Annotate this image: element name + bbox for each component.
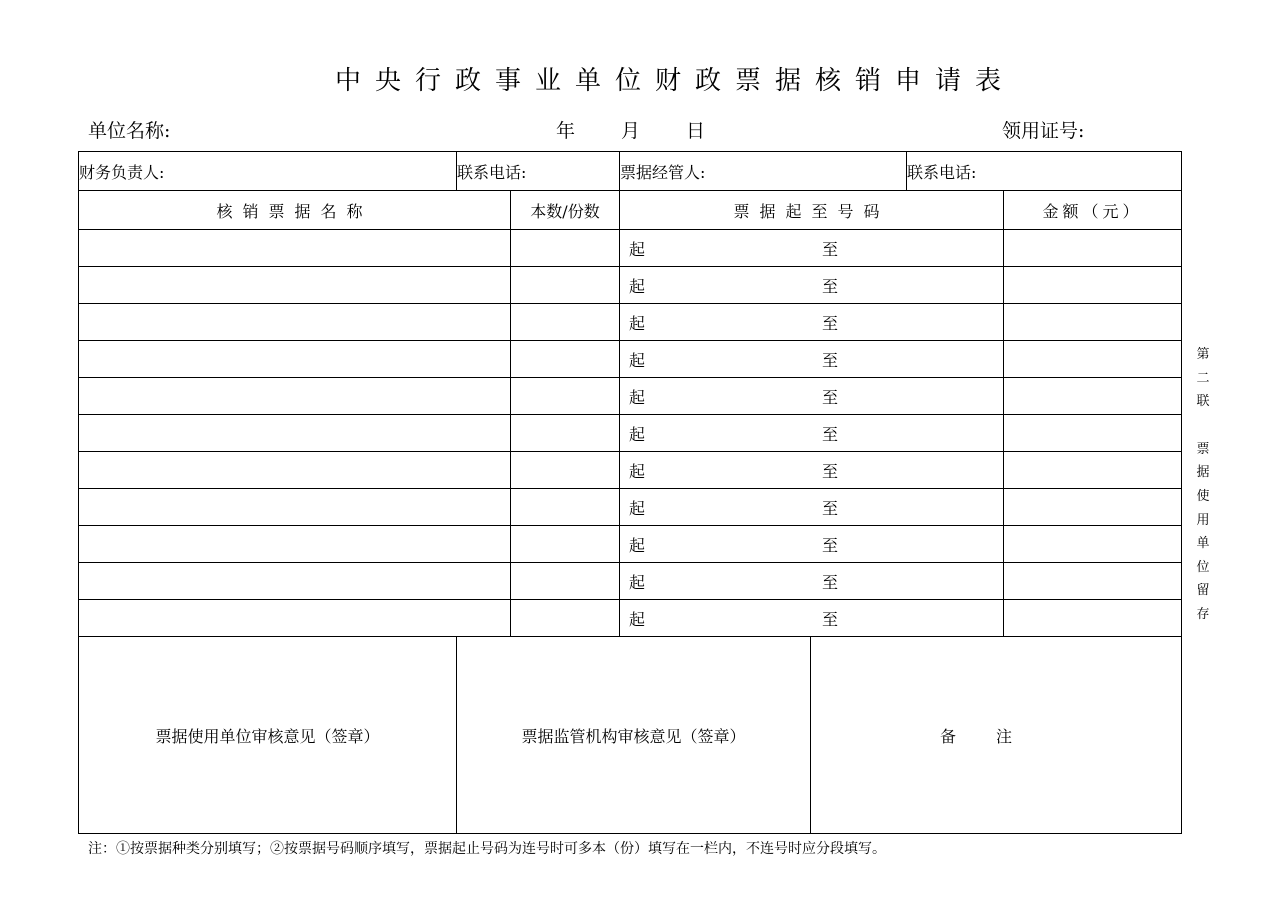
copy-number-char: 联 xyxy=(1196,394,1210,410)
verification-form-table xyxy=(78,151,1182,834)
range-from-label: 起 xyxy=(629,276,646,296)
bill-name-cell[interactable] xyxy=(79,600,511,637)
table-row xyxy=(79,267,1182,304)
bill-name-cell[interactable] xyxy=(79,563,511,600)
range-to-label: 至 xyxy=(822,239,839,259)
finance-head-label: 财务负责人: xyxy=(79,162,165,182)
amount-cell[interactable] xyxy=(1004,489,1182,526)
date-month-label: 月 xyxy=(621,120,641,142)
date-line xyxy=(556,116,705,143)
range-cell[interactable] xyxy=(620,452,1004,489)
table-row xyxy=(79,341,1182,378)
count-cell[interactable] xyxy=(511,526,620,563)
table-row xyxy=(79,600,1182,637)
range-cell[interactable] xyxy=(620,267,1004,304)
bill-name-cell[interactable] xyxy=(79,415,511,452)
count-cell[interactable] xyxy=(511,267,620,304)
range-from-label: 起 xyxy=(629,535,646,555)
range-cell[interactable] xyxy=(620,415,1004,452)
count-cell[interactable] xyxy=(511,378,620,415)
unit-opinion-label: 票据使用单位审核意见（签章） xyxy=(155,726,380,746)
range-from-label: 起 xyxy=(629,350,646,370)
copy-retention-char: 据 xyxy=(1196,465,1210,481)
range-to-label: 至 xyxy=(822,313,839,333)
range-to-label: 至 xyxy=(822,572,839,592)
amount-cell[interactable] xyxy=(1004,267,1182,304)
date-day-label: 日 xyxy=(686,120,706,142)
license-number-label: 领用证号: xyxy=(1002,120,1085,142)
copy-retention-char: 票 xyxy=(1196,441,1210,457)
amount-cell[interactable] xyxy=(1004,378,1182,415)
table-row xyxy=(79,563,1182,600)
form-title: 中央行政事业单位财政票据核销申请表 xyxy=(334,66,1015,96)
amount-cell[interactable] xyxy=(1004,230,1182,267)
opinion-row xyxy=(79,637,1182,834)
bill-name-cell[interactable] xyxy=(79,489,511,526)
range-cell[interactable] xyxy=(620,230,1004,267)
unit-name-label: 单位名称: xyxy=(88,120,171,142)
table-row xyxy=(79,489,1182,526)
range-cell[interactable] xyxy=(620,378,1004,415)
unit-opinion-cell[interactable] xyxy=(79,637,457,834)
table-row xyxy=(79,526,1182,563)
bill-manager-label: 票据经管人: xyxy=(620,162,706,182)
copy-number-char: 二 xyxy=(1196,370,1210,386)
authority-opinion-label: 票据监管机构审核意见（签章） xyxy=(521,726,746,746)
phone-label-1: 联系电话: xyxy=(457,162,527,182)
bill-name-cell[interactable] xyxy=(79,267,511,304)
phone-label-2: 联系电话: xyxy=(907,162,977,182)
remarks-cell[interactable] xyxy=(811,637,1182,834)
copy-retention-char: 存 xyxy=(1196,606,1210,622)
range-to-label: 至 xyxy=(822,609,839,629)
count-cell[interactable] xyxy=(511,304,620,341)
copy-retention-char: 用 xyxy=(1196,512,1210,528)
range-to-label: 至 xyxy=(822,276,839,296)
table-row xyxy=(79,415,1182,452)
range-from-label: 起 xyxy=(629,572,646,592)
range-from-label: 起 xyxy=(629,424,646,444)
range-cell[interactable] xyxy=(620,304,1004,341)
count-cell[interactable] xyxy=(511,230,620,267)
range-to-label: 至 xyxy=(822,535,839,555)
range-to-label: 至 xyxy=(822,387,839,407)
table-row xyxy=(79,304,1182,341)
amount-cell[interactable] xyxy=(1004,452,1182,489)
copy-retention-char: 位 xyxy=(1196,559,1210,575)
range-from-label: 起 xyxy=(629,313,646,333)
copy-number-text xyxy=(1192,343,1214,414)
bill-manager-cell[interactable] xyxy=(620,152,907,191)
range-cell[interactable] xyxy=(620,489,1004,526)
authority-opinion-cell[interactable] xyxy=(457,637,811,834)
copy-designation xyxy=(1192,343,1214,627)
finance-phone-cell[interactable] xyxy=(457,152,620,191)
amount-cell[interactable] xyxy=(1004,563,1182,600)
range-cell[interactable] xyxy=(620,563,1004,600)
copy-retention-char: 留 xyxy=(1196,583,1210,599)
col-range: 票据起至号码 xyxy=(620,191,1004,230)
remarks-label: 备注 xyxy=(939,726,1052,746)
count-cell[interactable] xyxy=(511,489,620,526)
amount-cell[interactable] xyxy=(1004,304,1182,341)
range-cell[interactable] xyxy=(620,526,1004,563)
range-from-label: 起 xyxy=(629,498,646,518)
amount-cell[interactable] xyxy=(1004,600,1182,637)
count-cell[interactable] xyxy=(511,415,620,452)
amount-cell[interactable] xyxy=(1004,341,1182,378)
manager-phone-cell[interactable] xyxy=(907,152,1182,191)
range-cell[interactable] xyxy=(620,341,1004,378)
range-from-label: 起 xyxy=(629,609,646,629)
bill-name-cell[interactable] xyxy=(79,230,511,267)
range-from-label: 起 xyxy=(629,387,646,407)
count-cell[interactable] xyxy=(511,452,620,489)
table-row xyxy=(79,378,1182,415)
copy-retention-text xyxy=(1192,438,1214,627)
bill-name-cell[interactable] xyxy=(79,452,511,489)
copy-number-char: 第 xyxy=(1196,347,1210,362)
column-header-row xyxy=(79,191,1182,230)
copy-retention-char: 单 xyxy=(1196,536,1210,552)
range-cell[interactable] xyxy=(620,600,1004,637)
range-to-label: 至 xyxy=(822,350,839,370)
col-amount: 金额（元） xyxy=(1004,191,1182,230)
bill-name-cell[interactable] xyxy=(79,341,511,378)
count-cell[interactable] xyxy=(511,341,620,378)
copy-retention-char: 使 xyxy=(1196,488,1210,504)
bill-name-cell[interactable] xyxy=(79,378,511,415)
range-from-label: 起 xyxy=(629,239,646,259)
range-to-label: 至 xyxy=(822,424,839,444)
count-cell[interactable] xyxy=(511,600,620,637)
bill-name-cell[interactable] xyxy=(79,304,511,341)
col-count: 本数/份数 xyxy=(511,191,620,230)
table-row xyxy=(79,230,1182,267)
col-bill-name: 核销票据名称 xyxy=(79,191,511,230)
range-to-label: 至 xyxy=(822,498,839,518)
amount-cell[interactable] xyxy=(1004,526,1182,563)
range-from-label: 起 xyxy=(629,461,646,481)
range-to-label: 至 xyxy=(822,461,839,481)
count-cell[interactable] xyxy=(511,563,620,600)
amount-cell[interactable] xyxy=(1004,415,1182,452)
date-year-label: 年 xyxy=(556,120,576,142)
contact-row xyxy=(79,152,1182,191)
table-row xyxy=(79,452,1182,489)
footnote: 注：①按票据种类分别填写；②按票据号码顺序填写，票据起止号码为连号时可多本（份）填写在一栏内，不连号时应分段填写。 xyxy=(88,841,886,857)
bill-name-cell[interactable] xyxy=(79,526,511,563)
finance-head-cell[interactable] xyxy=(79,152,457,191)
